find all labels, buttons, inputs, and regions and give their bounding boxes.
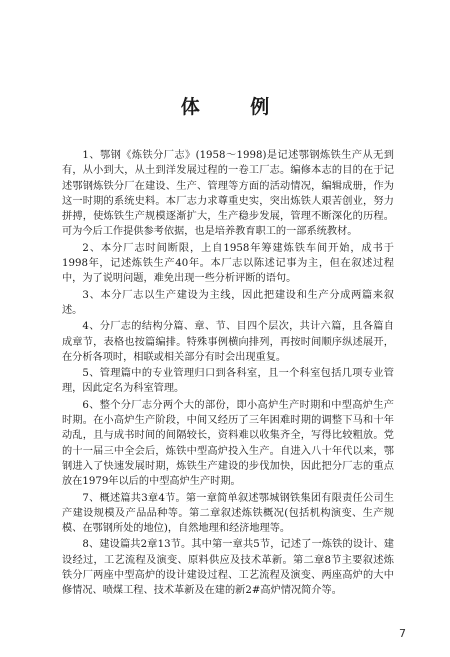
paragraph-8: 8、建设篇共2章13节。其中第一章共5节，记述了一炼铁的设计、建设经过，工艺流程及演变、原料供应及技术革新。第二章8节主要叙述炼铁分厂两座中型高炉的设计建设过程、工艺流程及演变、两座高炉的大中修情况、喷煤工程、技术革新及在建的新2#高炉情况简介等。 [62,539,394,597]
paragraph-7: 7、概述篇共3章4节。第一章简单叙述鄂城钢铁集团有限责任公司生产建设规模及产品品种等。第二章叙述炼铁概况(包括机构演变、生产规模、在鄂钢所处的地位)，自然地理和经济地理等。 [62,492,394,535]
paragraph-5: 5、管理篇中的专业管理归口到各科室，且一个科室包括几项专业管理，因此定名为科室管理。 [62,368,394,395]
paragraph-6: 6、整个分厂志分两个大的部份，即小高炉生产时期和中型高炉生产时期。在小高炉生产阶段，中间又经历了三年困难时期的调整下马和十年动乱，且与成书时间的间隔较长，资料难以收集齐全，写得比较粗放。党的十一届三中全会后，炼铁中型高炉投入生产。自进入八十年代以来，鄂钢进入了快速发展时期，炼铁生产建设的步伐加快，因此把分厂志的重点放在1979年以后的中型高炉生产时期。 [62,399,394,488]
paragraph-4: 4、分厂志的结构分篇、章、节、目四个层次，共计六篇，且各篇自成章节，表格也按篇编排。特殊事例横向排列，再按时间顺序纵述展开，在分析各项时，相联或相关部分有时会出现重复。 [62,321,394,363]
page-number: 7 [399,627,406,640]
document-body [62,148,394,600]
paragraph-2: 2、本分厂志时间断限，上自1958年筹建炼铁车间开始，成书于1998年，记述炼铁生产40年。本厂志以陈述记事为主，但在叙述过程中，为了说明问题，难免出现一些分析评断的语句。 [62,242,394,285]
paragraph-3: 3、本分厂志以生产建设为主线，因此把建设和生产分成两篇来叙述。 [62,289,394,316]
paragraph-1: 1、鄂钢《炼铁分厂志》(1958～1998)是记述鄂钢炼铁生产从无到有，从小到大，从土到洋发展过程的一卷工厂志。编修本志的目的在于记述鄂钢炼铁分厂在建设、生产、管理等方面的活动情况，编辑成册，作为这一时期的系统史料。本厂志力求尊重史实，突出炼铁人艰苦创业，努力拼搏，使炼铁生产规模逐渐扩大，生产稳步发展，管理不断深化的历程。可为今后工作提供参考依据，也是培养教育职工的一部系统教材。 [62,150,394,238]
page-title: 体 例 [180,96,292,118]
